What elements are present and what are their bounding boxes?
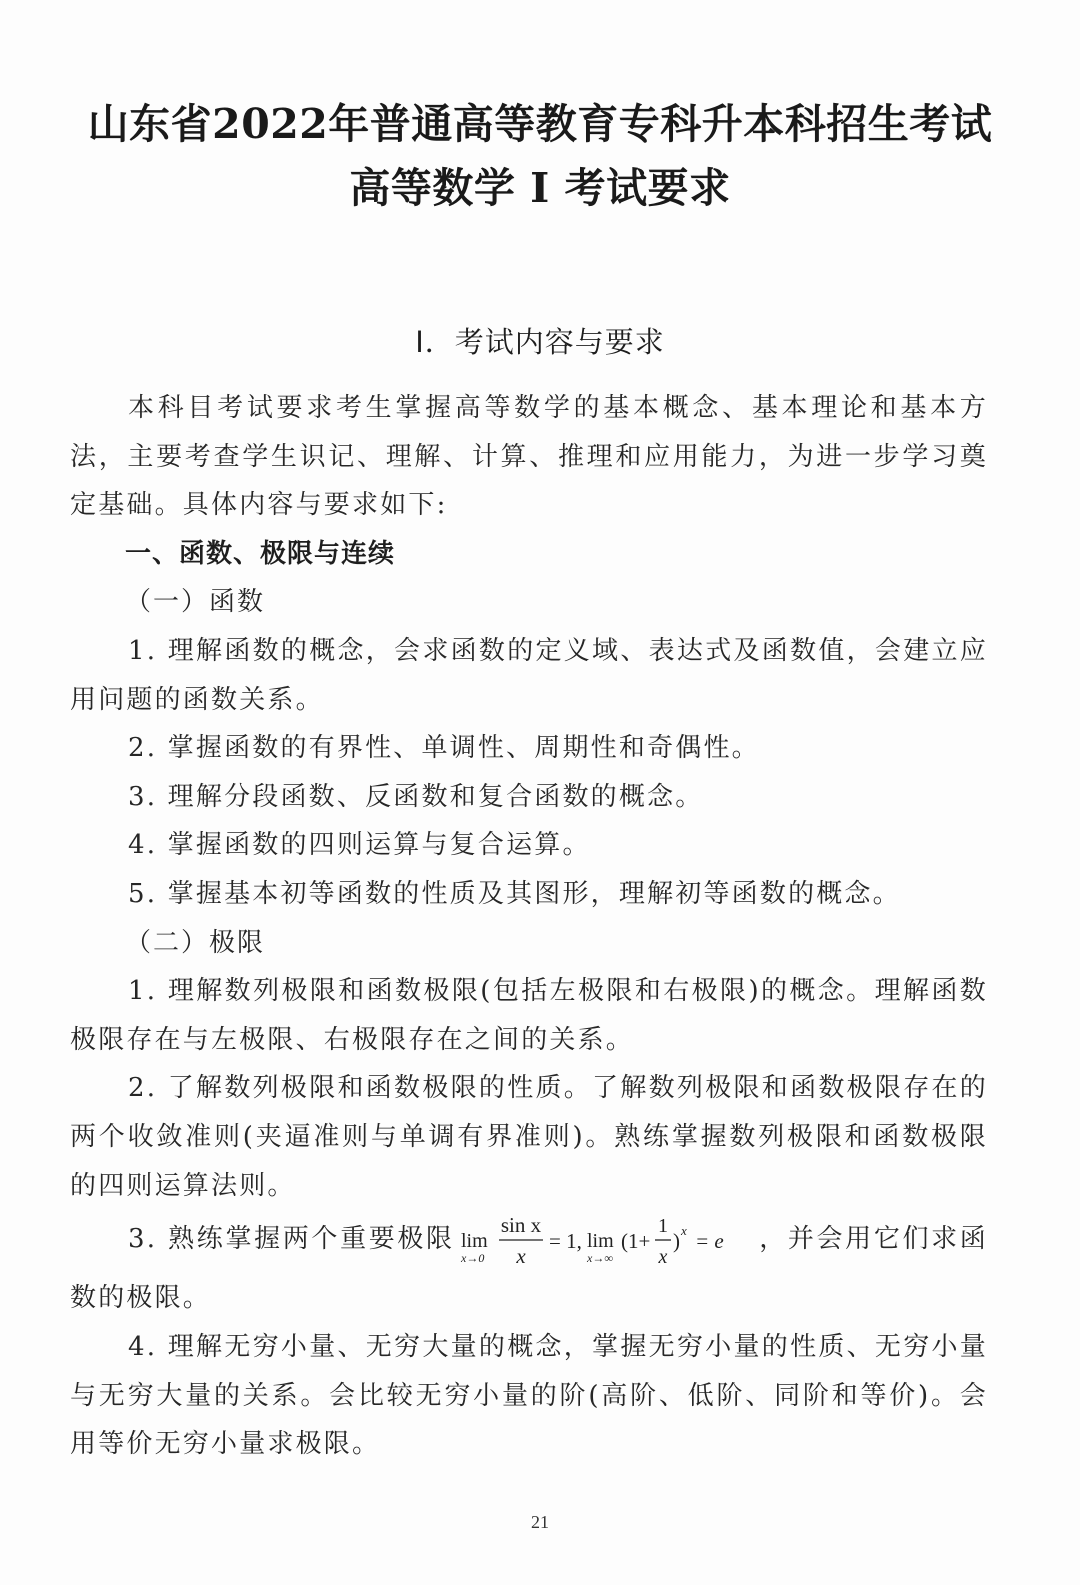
chapter-heading: 一、函数、极限与连续 <box>125 538 396 569</box>
list-item: 4. 理解无穷小量、无穷大量的概念，掌握无穷小量的性质、无穷小量与无穷大量的关系。会比较无穷小量的阶(高阶、低阶、同阶和等价)。会用等价无穷小量求极限。 <box>70 1332 988 1460</box>
subsection-heading-limits: （二）极限 <box>125 927 266 958</box>
fraction-2-numerator: 1 <box>657 1215 668 1238</box>
title-line-1: 山东省2022年普通高等教育专科升本科招生考试 <box>87 100 993 148</box>
page-number: 21 <box>531 1512 549 1532</box>
lim-1: lim <box>460 1230 488 1253</box>
paren-close: ) <box>672 1229 680 1254</box>
list-item: 2. 掌握函数的有界性、单调性、周期性和奇偶性。 <box>128 733 760 764</box>
title-line-2: 高等数学 I 考试要求 <box>349 164 731 212</box>
lim-2-subscript: x→∞ <box>586 1251 613 1266</box>
list-item-with-formula <box>70 1210 988 1327</box>
document-title <box>0 92 1080 220</box>
list-item: 1. 理解数列极限和函数极限(包括左极限和右极限)的概念。理解函数极限存在与左极限、右极限存在之间的关系。 <box>70 976 988 1055</box>
list-item: 1. 理解函数的概念，会求函数的定义域、表达式及函数值，会建立应用问题的函数关系。 <box>70 635 988 715</box>
fraction-1-numerator: sin x <box>500 1213 541 1238</box>
section-heading: I．考试内容与要求 <box>415 325 665 359</box>
important-limits-formula <box>459 1211 755 1269</box>
fraction-1-denominator: x <box>516 1244 526 1269</box>
list-item: 2. 了解数列极限和函数极限的性质。了解数列极限和函数极限存在的两个收敛准则(夹逼准则与单调有界准则)。熟练掌握数列极限和函数极限的四则运算法则。 <box>70 1073 988 1201</box>
exponent: x <box>680 1223 687 1239</box>
equals-e: = e <box>694 1229 724 1254</box>
subsection-heading-functions: （一）函数 <box>125 587 266 618</box>
lim-1-subscript: x→0 <box>460 1251 485 1266</box>
list-item: 3. 理解分段函数、反函数和复合函数的概念。 <box>128 781 704 812</box>
item3-text-before: 3. 熟练掌握两个重要极限 <box>128 1224 455 1255</box>
list-item: 5. 掌握基本初等函数的性质及其图形，理解初等函数的概念。 <box>128 878 901 909</box>
document-body <box>70 384 988 1469</box>
list-item: 4. 掌握函数的四则运算与复合运算。 <box>128 830 591 861</box>
lim-2: lim <box>586 1230 614 1253</box>
item3-text-after: ，并会用它们求函数的极限。 <box>70 1224 989 1314</box>
paren-open: (1+ <box>620 1229 651 1254</box>
equals-one: = 1, <box>548 1229 582 1254</box>
fraction-2-denominator: x <box>658 1246 668 1269</box>
intro-paragraph: 本科目考试要求考生掌握高等数学的基本概念、基本理论和基本方法，主要考查学生识记、理解、计算、推理和应用能力，为进一步学习奠定基础。具体内容与要求如下: <box>70 393 988 521</box>
